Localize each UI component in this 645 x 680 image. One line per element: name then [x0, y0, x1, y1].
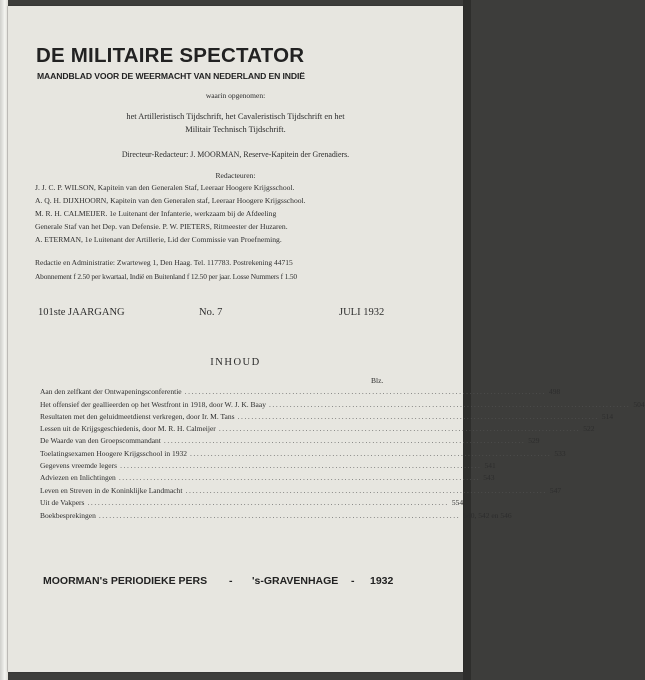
editor-line-1: J. J. C. P. WILSON, Kapitein van den Generalen Staf, Leeraar Hoogere Krijgsschool.	[35, 183, 295, 192]
toc-entry: Aan den zelfkant der Ontwapeningsconferentie ........................................................................................................ 498	[40, 387, 561, 396]
toc-entry: Het offensief der geallieerden op het Westfront in 1918, door W. J. K. Baay ........................................................................................................ 504	[40, 400, 645, 409]
footer-year: 1932	[370, 575, 394, 587]
toc-entry: Boekbesprekingen ........................................................................................................ 540, 542 en 546	[40, 511, 512, 520]
journal-subtitle: MAANDBLAD VOOR DE WEERMACHT VAN NEDERLAND EN INDIË	[37, 71, 305, 81]
issue-number: No. 7	[199, 307, 223, 318]
editor-line-3: M. R. H. CALMEIJER. 1e Luitenant der Infanterie, werkzaam bij de Afdeeling	[35, 209, 277, 218]
footer-city: 's-GRAVENHAGE	[252, 575, 339, 587]
director-line: Directeur-Redacteur: J. MOORMAN, Reserve-Kapitein der Grenadiers.	[121, 150, 350, 159]
toc-entry: Toelatingsexamen Hoogere Krijgsschool in 1932 ........................................................................................................ 533	[40, 449, 566, 458]
toc-heading: INHOUD	[210, 357, 261, 368]
toc-entry: Gegevens vreemde legers ........................................................................................................ 541	[40, 461, 496, 470]
document-page	[8, 6, 645, 672]
volume: 101ste JAARGANG	[38, 307, 125, 318]
administration-line-1: Redactie en Administratie: Zwarteweg 1, Den Haag. Tel. 117783. Postrekening 44715	[35, 258, 293, 267]
incorporated-label: waarin opgenomen:	[205, 91, 266, 100]
footer-separator-1: -	[229, 575, 233, 587]
toc-entry: De Waarde van den Groepscommandant ........................................................................................................ 529	[40, 436, 540, 445]
incorporated-line-1: het Artilleristisch Tijdschrift, het Cavaleristisch Tijdschrift en het	[126, 112, 345, 121]
toc-entry: Uit de Vakpers ........................................................................................................ 554	[40, 498, 464, 507]
toc-entry: Adviezen en Inlichtingen ........................................................................................................ 543	[40, 473, 495, 482]
editor-line-5: A. ETERMAN, 1e Luitenant der Artillerie, Lid der Commissie van Proefneming.	[35, 235, 282, 244]
footer-separator-2: -	[351, 575, 355, 587]
issue-date: JULI 1932	[339, 307, 385, 318]
administration-line-2: Abonnement f 2.50 per kwartaal, Indië en Buitenland f 12.50 per jaar. Losse Nummers f 1.50	[35, 272, 297, 281]
journal-title: DE MILITAIRE SPECTATOR	[36, 44, 305, 67]
editor-line-4: Generale Staf van het Dep. van Defensie. P. W. PIETERS, Ritmeester der Huzaren.	[35, 222, 288, 231]
toc-entry: Lessen uit de Krijgsgeschiedenis, door M. R. H. Calmeijer ........................................................................................................ 522	[40, 424, 595, 433]
incorporated-line-2: Militair Technisch Tijdschrift.	[185, 125, 286, 134]
toc-entry: Leven en Streven in de Koninklijke Landmacht ........................................................................................................ 547	[40, 486, 562, 495]
scan-right-edge	[463, 0, 471, 680]
editors-label: Redacteuren:	[215, 171, 256, 180]
toc-entry: Resultaten met den geluidmeetdienst verkregen, door Ir. M. Tans ........................................................................................................ 514	[40, 412, 614, 421]
footer-publisher: MOORMAN's PERIODIEKE PERS	[43, 575, 208, 587]
editor-line-2: A. Q. H. DIJXHOORN, Kapitein van den Generalen staf, Leeraar Hoogere Krijgsschool.	[35, 196, 306, 205]
scan-left-edge	[0, 0, 8, 680]
toc-page-column-label: Blz.	[371, 376, 384, 385]
